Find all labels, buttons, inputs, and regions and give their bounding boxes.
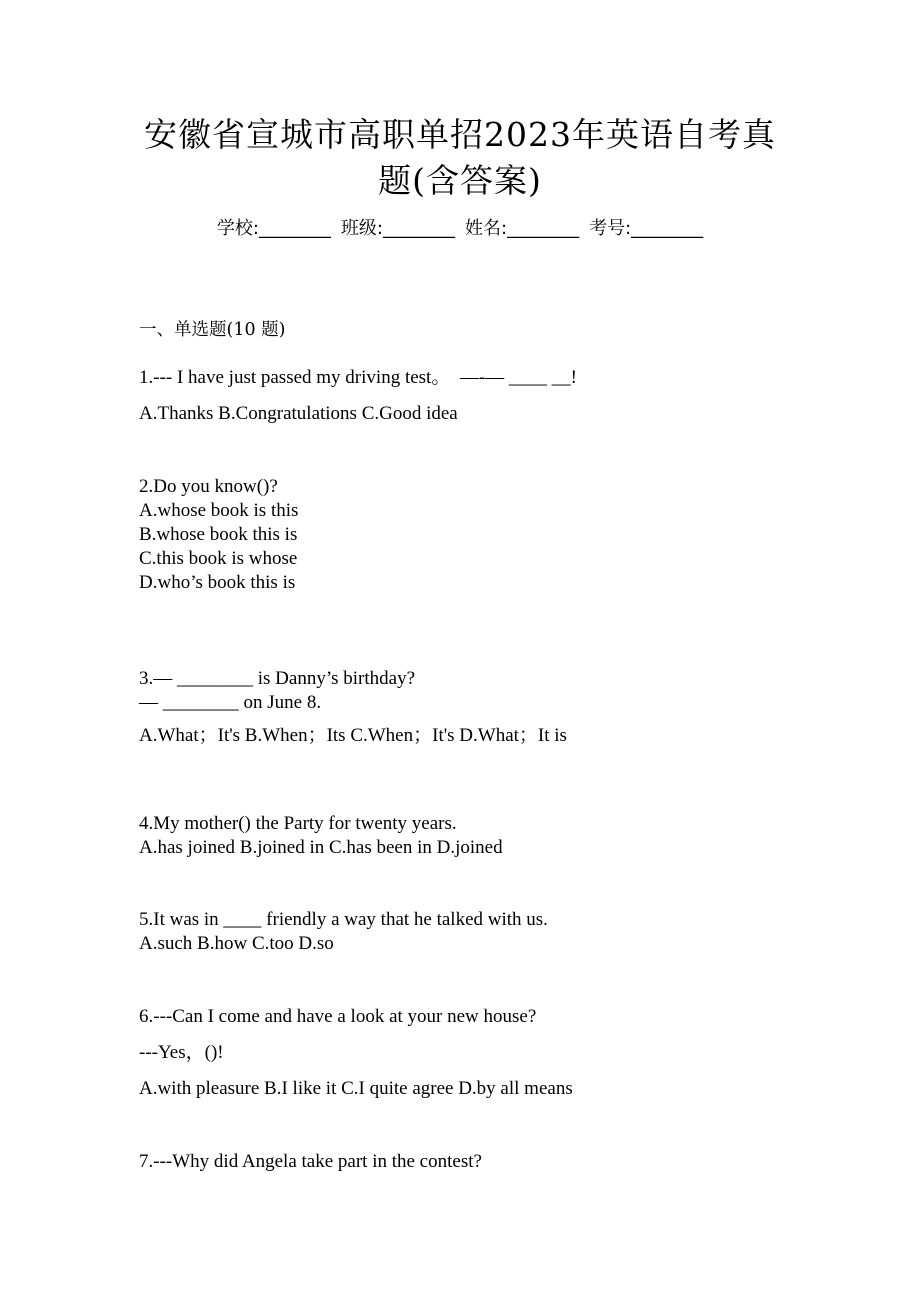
question-2-option-c: C.this book is whose [139,548,298,569]
question-6-line-2: ---Yes，()! [139,1042,224,1063]
title-line-1: 安徽省宣城市高职单招2023年英语自考真 [144,115,776,154]
document-title [120,112,800,204]
question-1-stem: 1.--- I have just passed my driving test。 —-— ____ __! [139,367,577,388]
question-6-stem: 6.---Can I come and have a look at your new house? [139,1006,537,1027]
question-2-option-b: B.whose book this is [139,524,298,545]
question-2-option-a: A.whose book is this [139,500,299,521]
name-field: 姓名:________ [465,218,580,239]
question-3-line-2: — ________ on June 8. [139,692,322,713]
question-4-options: A.has joined B.joined in C.has been in D.joined [139,837,503,858]
question-1-options: A.Thanks B.Congratulations C.Good idea [139,403,458,424]
title-line-2: 题(含答案) [378,161,542,200]
question-5-stem: 5.It was in ____ friendly a way that he talked with us. [139,909,548,930]
student-info-fields [0,216,920,242]
question-3-stem: 3.— ________ is Danny’s birthday? [139,668,416,689]
question-3-options: A.What；It's B.When；Its C.When；It's D.What；It is [139,725,567,746]
question-2-option-d: D.who’s book this is [139,572,296,593]
question-7-stem: 7.---Why did Angela take part in the contest? [139,1151,482,1172]
question-4-stem: 4.My mother() the Party for twenty years. [139,813,457,834]
class-field: 班级:________ [340,218,455,239]
section-heading: 一、单选题(10 题) [139,320,286,340]
question-5-options: A.such B.how C.too D.so [139,933,334,954]
exam-number-field: 考号:________ [589,218,704,239]
question-2-stem: 2.Do you know()? [139,476,278,497]
school-field: 学校:________ [216,218,331,239]
question-6-options: A.with pleasure B.I like it C.I quite agree D.by all means [139,1078,573,1099]
